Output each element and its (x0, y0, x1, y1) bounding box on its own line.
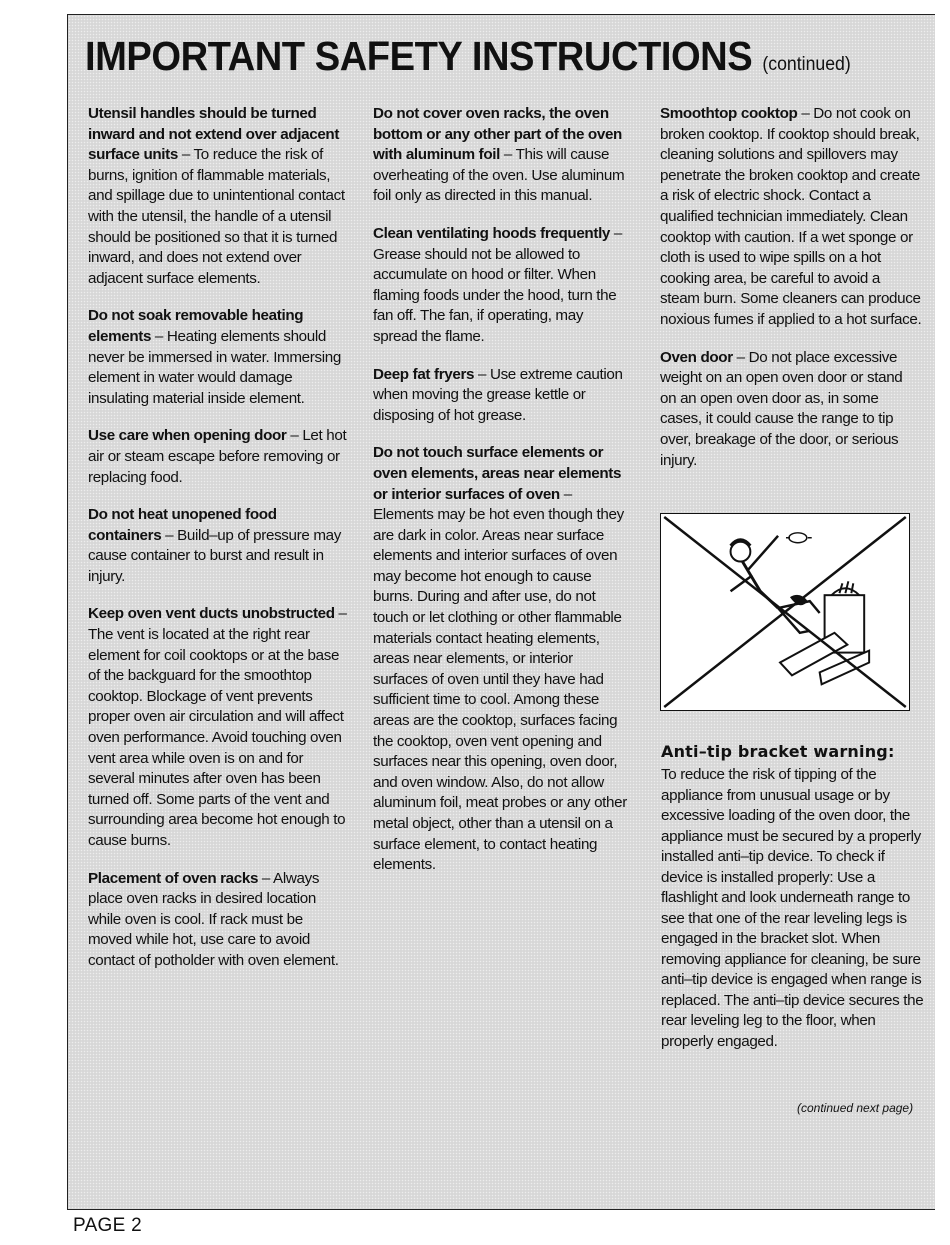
instruction-ventilating-hoods (373, 224, 629, 348)
child-on-oven-door-drawing (661, 514, 909, 710)
instruction-utensil-handles (88, 104, 350, 289)
child-legs (778, 601, 820, 633)
flying-object (789, 533, 807, 543)
column-right (660, 104, 922, 488)
instruction-text: – To reduce the risk of burns, ignition of flammable materials, and spillage due to unintentional contact with the utensil, the handle of a utensil should be positioned so that it is turned inward, and does not extend over adjacent surface elements. (88, 146, 345, 287)
instruction-opening-door (88, 426, 350, 488)
instruction-oven-door (660, 348, 922, 472)
instruction-heating-elements (88, 306, 350, 409)
instruction-text: – Let hot air or steam escape before removing or replacing food. (88, 427, 347, 486)
instruction-text: – The vent is located at the right rear element for coil cooktops or at the base of the backguard for the smoothtop cooktop. Blockage of vent prevents proper oven air circulation and will affect oven performance. Avoid touching oven vent area while oven is on and for several minutes after oven has been turned off. Some parts of the vent and surrounding area become hot enough to cause burns. (88, 605, 347, 849)
instruction-heading: Smoothtop cooktop (660, 105, 798, 122)
instruction-heading: Utensil handles should be turned inward and not extend over adjacent surface units (88, 105, 340, 164)
instruction-text: – Do not cook on broken cooktop. If cooktop should break, cleaning solutions and spillovers may penetrate the broken cooktop and create a risk of electric shock. Contact a qualified technician immediately. Clean cooktop with caution. If a wet sponge or cloth is used to wipe spills on a hot cooking area, be careful to avoid a steam burn. Some cleaners can produce noxious fumes if applied to a hot surface. (660, 105, 922, 328)
instruction-heading: Use care when opening door (88, 427, 287, 445)
instruction-heading: Oven door (660, 348, 733, 366)
column-middle (373, 104, 629, 893)
instruction-heading: Keep oven vent ducts unobstructed (88, 605, 335, 623)
page-number: PAGE 2 (73, 1215, 143, 1236)
instruction-text: – Build–up of pressure may cause container to burst and result in injury. (88, 526, 341, 585)
steam-lines (839, 581, 853, 593)
instruction-text: – Elements may be hot even though they are dark in color. Areas near surface elements and interior surfaces of oven may become hot enough to cause burns. During and after use, do not touch or let clothing or other flammable materials contact heating elements, areas near elements, or interior surfaces of oven until they have had sufficient time to cool. Among these areas are the cooktop, surfaces facing the cooktop, oven vent opening and surfaces near this opening, oven door, and oven window. Also, do not allow aluminum foil, meat probes or any other metal object, other than a utensil on a surface element, to contact heating elements. (373, 485, 627, 874)
title-continued: (continued) (762, 54, 851, 75)
instruction-text: – Do not place excessive weight on an open oven door or stand on an open oven door as, in some cases, it could cause the range to tip over, breakage of the door, or serious injury. (660, 348, 903, 469)
instruction-heading: Do not heat unopened food containers (88, 506, 277, 544)
instruction-text: – Always place oven racks in desired location while oven is cool. If rack must be moved while hot, use care to avoid contact of potholder with oven element. (88, 869, 339, 969)
column-left (88, 104, 350, 989)
instruction-oven-racks (88, 869, 350, 972)
instruction-heading: Deep fat fryers (373, 365, 475, 383)
instruction-smoothtop-cooktop (660, 104, 922, 331)
instruction-aluminum-foil (373, 104, 629, 207)
instruction-deep-fat-fryers (373, 365, 629, 427)
instruction-vent-ducts (88, 604, 350, 851)
continued-next-page: (continued next page) (797, 1101, 914, 1115)
instruction-text: – This will cause overheating of the oven. Use aluminum foil only as directed in this manual. (373, 146, 625, 205)
instruction-text: – Heating elements should never be immersed in water. Immersing element in water would damage insulating material inside element. (88, 327, 341, 407)
instruction-heading: Placement of oven racks (88, 869, 259, 887)
do-not-stand-on-door-illustration (660, 513, 910, 711)
instruction-heading: Do not soak removable heating elements (88, 307, 304, 345)
anti-tip-warning-text: To reduce the risk of tipping of the appliance from unusual usage or by excessive loading of the oven door, the appliance must be secured by a properly installed anti–tip device. To check if device is installed properly: Use a flashlight and look underneath range to see that one of the rear leveling legs is engaged in the bracket slot. When removing appliance for cleaning, be sure anti–tip device is engaged when range is replaced. The anti–tip device secures the rear leveling leg to the floor, when properly engaged. (661, 766, 924, 1050)
page-title (85, 32, 851, 89)
child-head (731, 542, 751, 562)
instruction-heading: Do not cover oven racks, the oven bottom or any other part of the oven with aluminum foil (373, 105, 622, 164)
title-text: IMPORTANT SAFETY INSTRUCTIONS (85, 33, 753, 79)
instruction-text: – Grease should not be allowed to accumulate on hood or filter. When flaming foods under the hood, turn the fan off. The fan, if operating, may spread the flame. (373, 224, 623, 345)
instruction-text: – Use extreme caution when moving the grease kettle or disposing of hot grease. (373, 365, 623, 424)
anti-tip-warning-title: Anti–tip bracket warning: (661, 742, 895, 761)
instruction-heading: Do not touch surface elements or oven elements, areas near elements or interior surfaces of oven (373, 444, 622, 503)
instruction-heading: Clean ventilating hoods frequently (373, 224, 611, 242)
instruction-food-containers (88, 505, 350, 587)
instruction-hot-surfaces (373, 443, 629, 875)
